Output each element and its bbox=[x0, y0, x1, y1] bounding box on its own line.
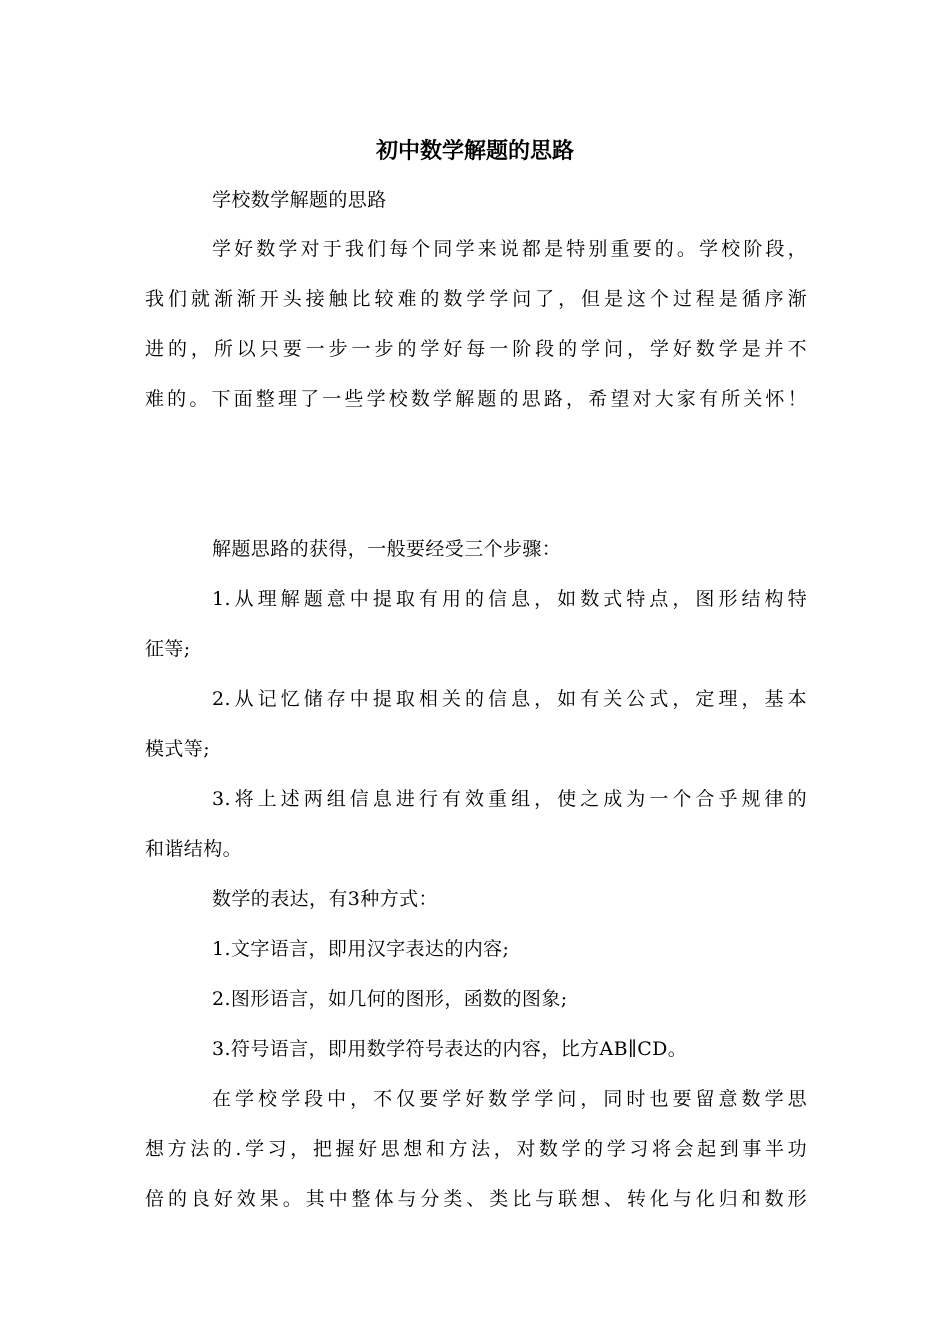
list-item-line: 1.文字语言，即用汉字表达的内容; bbox=[212, 938, 510, 960]
list-item-line: 模式等; bbox=[145, 738, 211, 760]
paragraph-line: 我们就渐渐开头接触比较难的数学学问了，但是这个过程是循序渐 bbox=[145, 288, 807, 310]
list-item-line: 1.从理解题意中提取有用的信息，如数式特点，图形结构特 bbox=[212, 588, 807, 610]
paragraph-line: 进的，所以只要一步一步的学好每一阶段的学问，学好数学是并不 bbox=[145, 338, 807, 360]
list-item-line: 3.将上述两组信息进行有效重组，使之成为一个合乎规律的 bbox=[212, 788, 807, 810]
paragraph-line: 倍的良好效果。其中整体与分类、类比与联想、转化与化归和数形 bbox=[145, 1188, 807, 1210]
list-item-line: 2.从记忆储存中提取相关的信息，如有关公式，定理，基本 bbox=[212, 688, 807, 710]
paragraph-line: 数学的表达，有3种方式： bbox=[212, 888, 438, 910]
paragraph-line: 难的。下面整理了一些学校数学解题的思路，希望对大家有所关怀！ bbox=[145, 388, 807, 410]
subtitle-line: 学校数学解题的思路 bbox=[212, 189, 387, 211]
paragraph-line: 在学校学段中，不仅要学好数学学问，同时也要留意数学思 bbox=[212, 1088, 807, 1110]
list-item-line: 2.图形语言，如几何的图形，函数的图象; bbox=[212, 988, 568, 1010]
list-item-line: 和谐结构。 bbox=[145, 838, 243, 860]
paragraph-line: 解题思路的获得，一般要经受三个步骤： bbox=[212, 538, 562, 560]
list-item-line: 征等; bbox=[145, 638, 191, 660]
paragraph-line: 想方法的.学习，把握好思想和方法，对数学的学习将会起到事半功 bbox=[145, 1138, 807, 1160]
paragraph-line: 学好数学对于我们每个同学来说都是特别重要的。学校阶段， bbox=[212, 238, 807, 260]
list-item-line: 3.符号语言，即用数学符号表达的内容，比方AB∥CD。 bbox=[212, 1038, 688, 1060]
document-title: 初中数学解题的思路 bbox=[375, 139, 574, 164]
